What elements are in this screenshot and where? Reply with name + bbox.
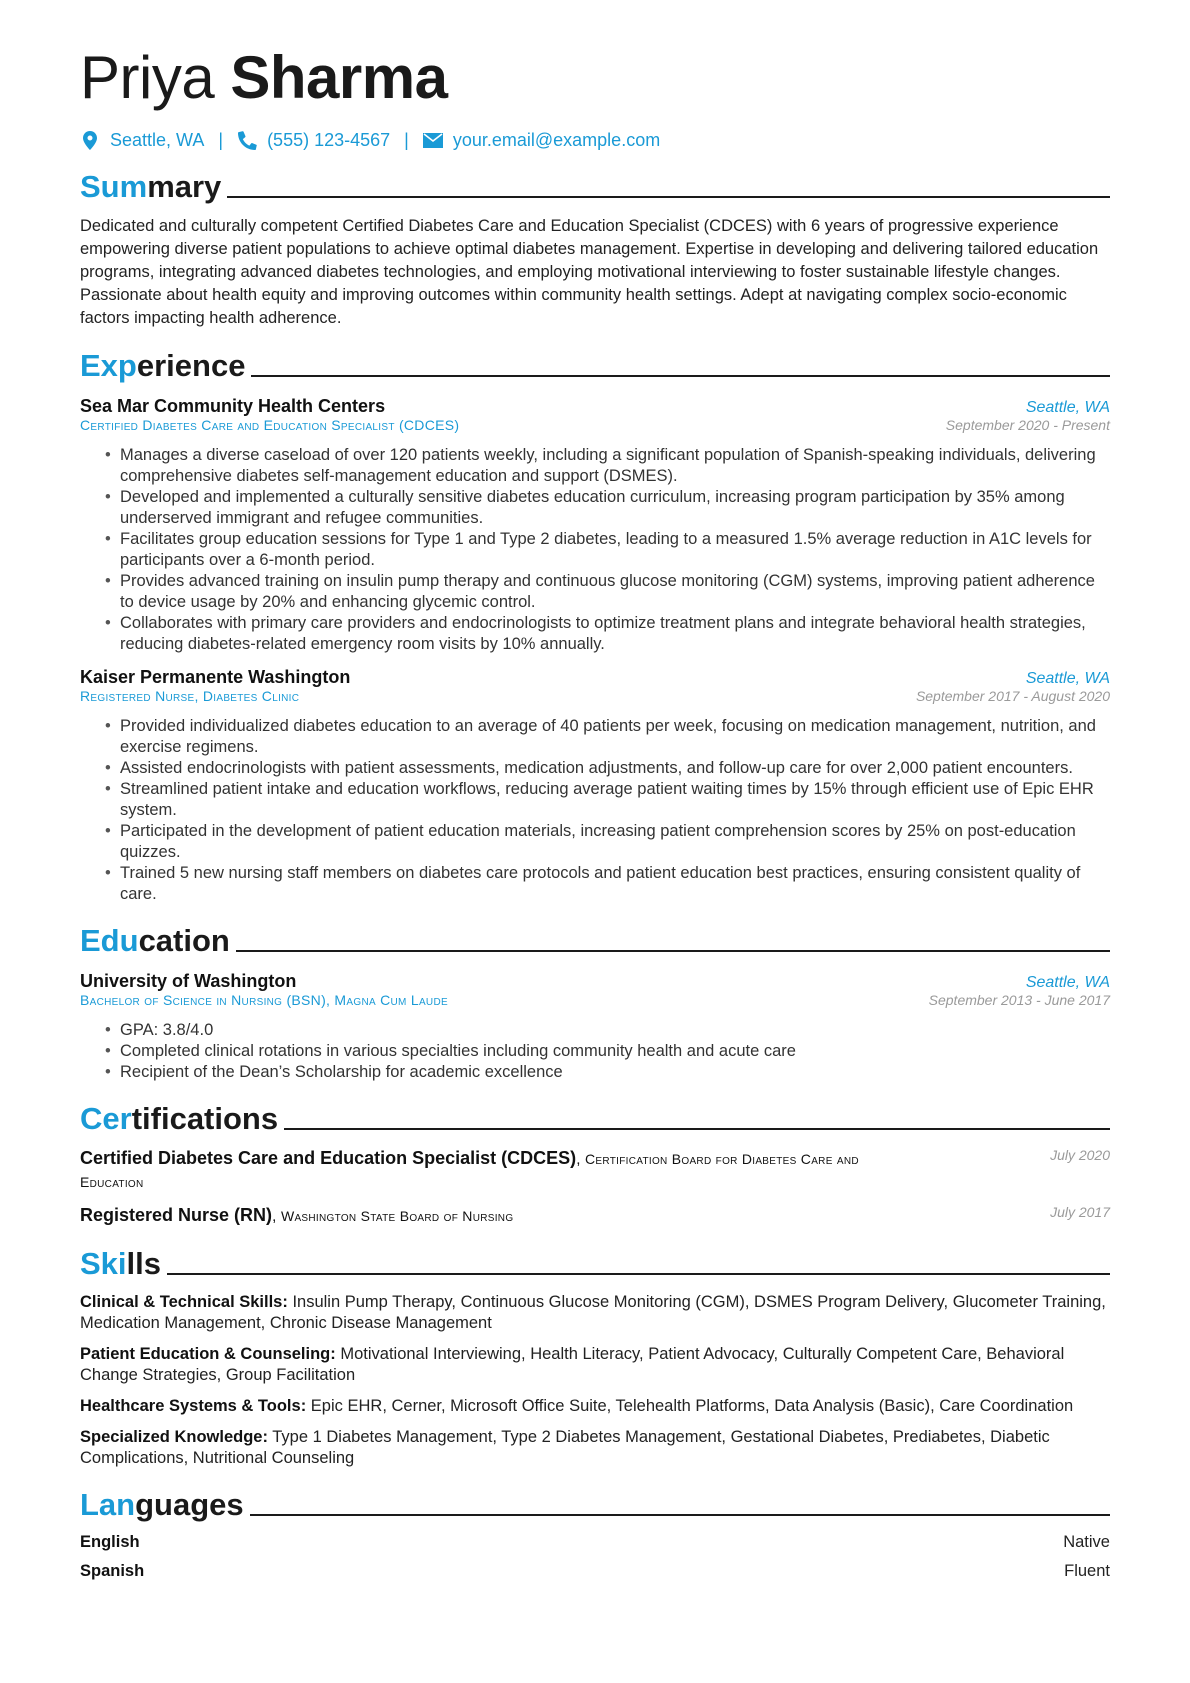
summary-text: Dedicated and culturally competent Certified Diabetes Care and Education Specialist (CDCES) with 6 years of progressive experience empowering diverse patient populations to achieve optimal diabetes management. Expertise in developing and delivering tailored education programs, integrating advanced diabetes technologies, and employing motivational interviewing to foster sustainable lifestyle changes. Passionate about health equity and improving outcomes within community health settings. Adept at navigating complex socio-economic factors impacting health adherence. <box>80 217 1099 327</box>
language-level: Fluent <box>1064 1562 1110 1580</box>
section-title <box>80 1246 161 1282</box>
skills-section-header <box>80 1246 1110 1282</box>
skill-group-label: Patient Education & Counseling: <box>80 1345 336 1363</box>
job-location: Seattle, WA <box>1025 399 1110 416</box>
certification-item: Certified Diabetes Care and Education Specialist (CDCES), Certification Board for Diabetes Care and Education July 2020 <box>80 1147 1110 1190</box>
skill-group <box>80 1427 1110 1469</box>
bullet-item: • Developed and implemented a culturally sensitive diabetes education curriculum, increasing program participation by 35% among underserved immigrant and refugee communities. <box>120 487 1110 529</box>
job-title: Registered Nurse, Diabetes Clinic <box>80 688 300 704</box>
section-title-accent: Edu <box>80 923 139 958</box>
school-location: Seattle, WA <box>1025 974 1110 991</box>
bullet-item: • GPA: 3.8/4.0 <box>120 1020 1110 1041</box>
section-rule <box>251 375 1110 377</box>
location-text: Seattle, WA <box>110 130 205 150</box>
education-dates: September 2013 - June 2017 <box>928 992 1110 1008</box>
phone-icon <box>237 131 257 151</box>
bullet-item: • Streamlined patient intake and education workflows, reducing average patient waiting times by 15% through efficient use of Epic EHR system. <box>120 779 1110 821</box>
section-title-rest: lls <box>126 1246 161 1281</box>
section-title-accent: Exp <box>80 348 137 383</box>
skill-group-label: Clinical & Technical Skills: <box>80 1293 288 1311</box>
contact-line <box>80 130 1110 151</box>
language-level: Native <box>1063 1533 1110 1551</box>
certification-title: Certified Diabetes Care and Education Specialist (CDCES) <box>80 1148 577 1168</box>
section-title-rest: cation <box>138 923 230 958</box>
bullet-item: • Collaborates with primary care providers and endocrinologists to optimize treatment plans and integrate behavioral health strategies, reducing diabetes-related emergency room visits by 10% annually. <box>120 613 1110 655</box>
section-rule <box>284 1128 1110 1130</box>
skill-group <box>80 1396 1110 1417</box>
bullet-item: • Provides advanced training on insulin pump therapy and continuous glucose monitoring (CGM) systems, improving patient adherence to device usage by 20% and enhancing glycemic control. <box>120 571 1110 613</box>
section-rule <box>227 196 1110 198</box>
section-title <box>80 348 245 384</box>
section-title-accent: Sum <box>80 169 148 204</box>
experience-entry <box>80 396 1110 655</box>
skill-group <box>80 1292 1110 1334</box>
certification-title: Registered Nurse (RN) <box>80 1205 273 1225</box>
school-name: University of Washington <box>80 971 297 991</box>
last-name: Sharma <box>230 44 448 111</box>
bullet-item: • Trained 5 new nursing staff members on diabetes care protocols and patient education best practices, ensuring consistent quality of care. <box>120 863 1110 905</box>
certification-item: Registered Nurse (RN), Washington State Board of Nursing July 2017 <box>80 1204 1110 1225</box>
skill-group-value: Insulin Pump Therapy, Continuous Glucose Monitoring (CGM), DSMES Program Delivery, Glucometer Training, Medication Management, Chronic Disease Management <box>80 1293 1106 1332</box>
section-title-rest: mary <box>147 169 222 204</box>
skill-group-label: Healthcare Systems & Tools: <box>80 1397 307 1415</box>
education-section-header <box>80 923 1110 959</box>
skill-group-label: Specialized Knowledge: <box>80 1428 268 1446</box>
phone-text: (555) 123-4567 <box>267 130 391 150</box>
envelope-icon <box>423 131 443 151</box>
section-title-accent: Cer <box>80 1101 132 1136</box>
section-rule <box>167 1273 1110 1275</box>
first-name: Priya <box>80 44 215 111</box>
bullet-item: • Assisted endocrinologists with patient assessments, medication adjustments, and follow-up care for over 2,000 patient encounters. <box>120 758 1110 779</box>
job-title: Certified Diabetes Care and Education Specialist (CDCES) <box>80 417 460 433</box>
section-title-rest: tifications <box>131 1101 279 1136</box>
education-bullets <box>80 1020 1110 1083</box>
degree-title: Bachelor of Science in Nursing (BSN), Magna Cum Laude <box>80 992 448 1008</box>
section-title-rest: erience <box>136 348 246 383</box>
experience-section-header <box>80 348 1110 384</box>
experience-entry <box>80 667 1110 905</box>
language-name: English <box>80 1533 140 1551</box>
language-name: Spanish <box>80 1562 145 1580</box>
education-entry <box>80 971 1110 1083</box>
email-text: your.email@example.com <box>452 130 661 150</box>
skill-group-value: Epic EHR, Cerner, Microsoft Office Suite, Telehealth Platforms, Data Analysis (Basic), Care Coordination <box>310 1397 1074 1415</box>
employer-name: Sea Mar Community Health Centers <box>80 396 386 416</box>
employer-name: Kaiser Permanente Washington <box>80 667 351 687</box>
certification-issuer: Certification Board for Diabetes Care and Education <box>80 1151 859 1190</box>
skill-group-value: Motivational Interviewing, Health Literacy, Patient Advocacy, Culturally Competent Care, Behavioral Change Strategies, Group Facilitation <box>80 1345 1065 1384</box>
job-dates: September 2017 - August 2020 <box>915 688 1110 704</box>
languages-section-header <box>80 1487 1110 1523</box>
certification-date: July 2017 <box>1050 1204 1110 1220</box>
certification-issuer: Washington State Board of Nursing <box>280 1208 514 1224</box>
section-title-rest: guages <box>135 1487 244 1522</box>
skill-group-value: Type 1 Diabetes Management, Type 2 Diabetes Management, Gestational Diabetes, Prediabetes, Diabetic Complications, Nutritional Counseling <box>80 1428 1050 1467</box>
language-item <box>80 1562 1110 1581</box>
section-title <box>80 1101 278 1137</box>
section-title <box>80 169 221 205</box>
contact-email[interactable] <box>423 130 660 151</box>
bullet-item: • Provided individualized diabetes education to an average of 40 patients per week, focusing on medication management, nutrition, and exercise regimens. <box>120 716 1110 758</box>
candidate-name <box>80 42 1110 114</box>
bullet-item: • Participated in the development of patient education materials, increasing patient comprehension scores by 25% on post-education quizzes. <box>120 821 1110 863</box>
bullet-item: • Facilitates group education sessions for Type 1 and Type 2 diabetes, leading to a measured 1.5% average reduction in A1C levels for participants over a 6-month period. <box>120 529 1110 571</box>
job-dates: September 2020 - Present <box>945 417 1110 433</box>
summary-section-header <box>80 169 1110 205</box>
section-title-accent: Ski <box>80 1246 127 1281</box>
contact-phone[interactable] <box>237 130 390 151</box>
section-title-accent: Lan <box>80 1487 136 1522</box>
section-title <box>80 1487 244 1523</box>
job-bullets <box>80 716 1110 905</box>
bullet-item: • Recipient of the Dean’s Scholarship for academic excellence <box>120 1062 1110 1083</box>
certifications-section-header <box>80 1101 1110 1137</box>
job-location: Seattle, WA <box>1025 670 1110 687</box>
certification-date: July 2020 <box>1050 1147 1110 1163</box>
bullet-item: • Manages a diverse caseload of over 120 patients weekly, including a significant population of Spanish-speaking individuals, delivering comprehensive diabetes self-management education and support (DSMES). <box>120 445 1110 487</box>
section-rule <box>250 1514 1110 1516</box>
contact-separator: | <box>404 130 409 150</box>
job-bullets <box>80 445 1110 655</box>
section-rule <box>236 950 1110 952</box>
contact-separator: | <box>218 130 224 150</box>
map-pin-icon <box>80 131 100 151</box>
skill-group <box>80 1344 1110 1386</box>
language-item <box>80 1533 1110 1552</box>
contact-location <box>80 130 204 151</box>
section-title <box>80 923 230 959</box>
bullet-item: • Completed clinical rotations in various specialties including community health and acute care <box>120 1041 1110 1062</box>
